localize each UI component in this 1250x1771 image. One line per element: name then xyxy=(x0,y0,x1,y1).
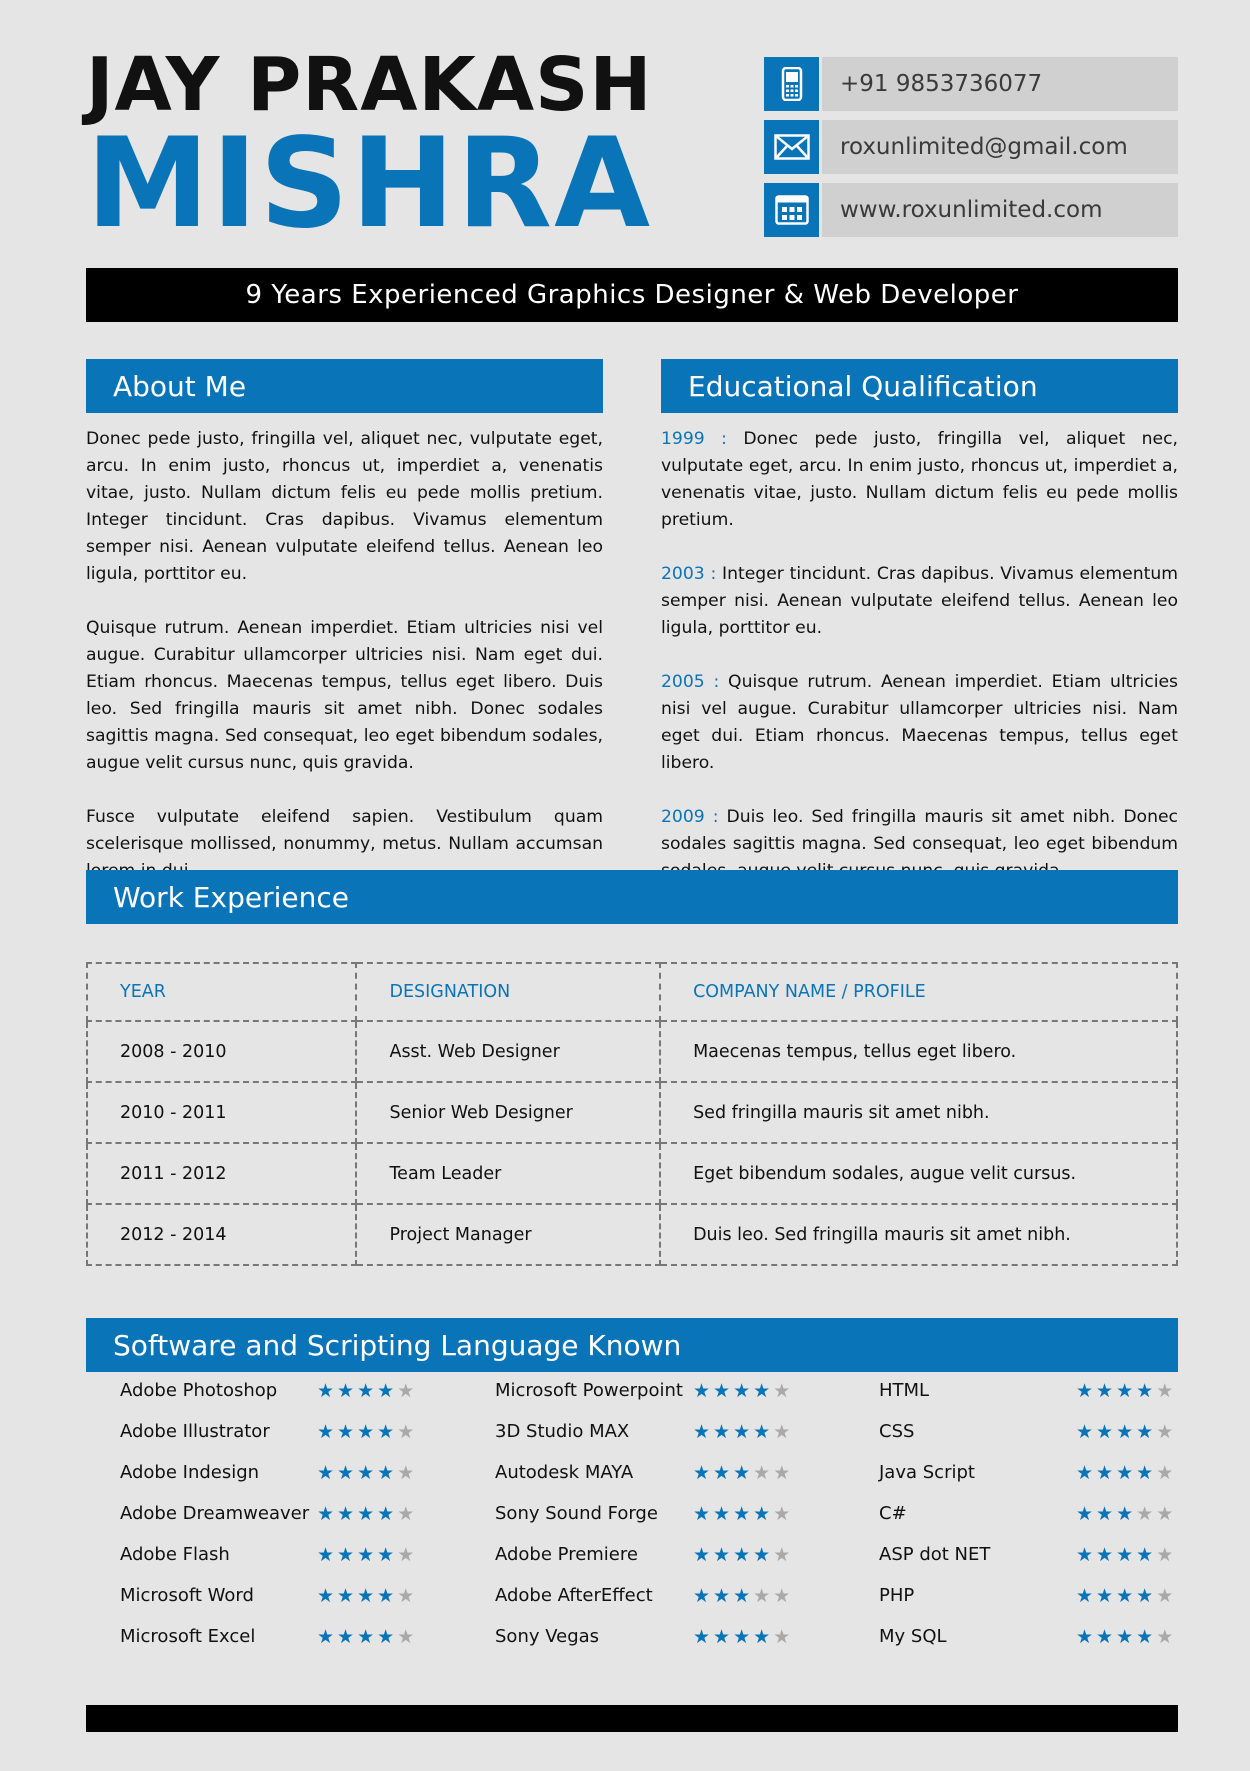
star-icon: ★ xyxy=(773,1462,791,1484)
star-icon: ★ xyxy=(337,1626,355,1648)
star-icon: ★ xyxy=(733,1462,751,1484)
star-icon: ★ xyxy=(733,1585,751,1607)
skill-name: Microsoft Excel xyxy=(120,1626,256,1647)
education-year: 2005 : xyxy=(661,672,720,692)
star-icon: ★ xyxy=(357,1503,375,1525)
star-icon: ★ xyxy=(1116,1544,1134,1566)
star-icon: ★ xyxy=(317,1544,335,1566)
star-icon: ★ xyxy=(337,1585,355,1607)
star-icon: ★ xyxy=(1156,1380,1174,1402)
contact-email xyxy=(764,120,1178,174)
skills-heading: Software and Scripting Language Known xyxy=(86,1318,1178,1372)
star-icon: ★ xyxy=(337,1380,355,1402)
star-icon: ★ xyxy=(693,1503,711,1525)
skill-rating xyxy=(317,1587,417,1606)
cell-year: 2012 - 2014 xyxy=(87,1204,356,1265)
skill-name: Adobe Flash xyxy=(120,1544,230,1565)
skill-rating xyxy=(693,1628,793,1647)
contact-email-text: roxunlimited@gmail.com xyxy=(822,120,1178,174)
star-icon: ★ xyxy=(1076,1462,1094,1484)
work-table xyxy=(86,962,1178,1266)
star-icon: ★ xyxy=(773,1626,791,1648)
about-paragraph: Fusce vulputate eleifend sapien. Vestibulum quam scelerisque mollissed, nonummy, metus. Nullam accumsan xyxy=(86,807,603,854)
skill-rating xyxy=(693,1546,793,1565)
education-detail: Integer tincidunt. Cras dapibus. Vivamus elementum semper nisi. Aenean vulputate eleifend tellus. Aenean leo ligula, porttitor eu. xyxy=(661,564,1178,638)
email-icon xyxy=(764,120,819,174)
star-icon: ★ xyxy=(377,1503,395,1525)
star-icon: ★ xyxy=(733,1626,751,1648)
skill-rating xyxy=(317,1382,417,1401)
skill-name: Microsoft Powerpoint xyxy=(495,1380,683,1401)
star-icon: ★ xyxy=(753,1421,771,1443)
star-icon: ★ xyxy=(1116,1626,1134,1648)
star-icon: ★ xyxy=(337,1462,355,1484)
about-heading: About Me xyxy=(86,359,603,413)
star-icon: ★ xyxy=(1156,1585,1174,1607)
star-icon: ★ xyxy=(693,1585,711,1607)
star-icon: ★ xyxy=(1096,1462,1114,1484)
star-icon: ★ xyxy=(377,1544,395,1566)
star-icon: ★ xyxy=(1076,1421,1094,1443)
star-icon: ★ xyxy=(713,1585,731,1607)
star-icon: ★ xyxy=(1136,1503,1154,1525)
star-icon: ★ xyxy=(317,1421,335,1443)
star-icon: ★ xyxy=(397,1585,415,1607)
star-icon: ★ xyxy=(357,1626,375,1648)
cell-designation: Project Manager xyxy=(356,1204,660,1265)
star-icon: ★ xyxy=(753,1544,771,1566)
star-icon: ★ xyxy=(693,1626,711,1648)
star-icon: ★ xyxy=(1156,1626,1174,1648)
star-icon: ★ xyxy=(1116,1421,1134,1443)
skill-name: C# xyxy=(879,1503,907,1524)
skill-name: HTML xyxy=(879,1380,930,1401)
about-paragraph: Donec pede justo, fringilla vel, aliquet nec, vulputate eget, arcu. In enim justo, rhoncus ut, imperdiet a, venenatis vitae, justo. Nullam dictum felis eu pede mollis pretium. Integer tincidunt. Cras dapibus. Vivamus elementum semper nisi. Aenean vulputate eleifend tellus. Aenean leo ligula, porttitor eu. xyxy=(86,429,603,584)
about-paragraph: Quisque rutrum. Aenean imperdiet. Etiam ultricies nisi vel augue. Curabitur ullamcorper ultricies nisi. Nam eget dui. Etiam rhoncus. Maecenas tempus, tellus eget libero. Duis leo. Sed fringilla mauris sit amet nibh. Donec sodales sagittis magna. Sed consequat, leo eget bibendum sodales, augue velit cursus nunc, quis gravida. xyxy=(86,618,603,773)
star-icon: ★ xyxy=(1096,1544,1114,1566)
star-icon: ★ xyxy=(733,1421,751,1443)
footer-bar xyxy=(86,1705,1178,1732)
star-icon: ★ xyxy=(773,1585,791,1607)
star-icon: ★ xyxy=(1096,1626,1114,1648)
contact-phone-text: +91 9853736077 xyxy=(822,57,1178,111)
skill-name: Sony Sound Forge xyxy=(495,1503,658,1524)
star-icon: ★ xyxy=(1096,1585,1114,1607)
skill-rating xyxy=(1076,1546,1176,1565)
skill-name: Adobe Premiere xyxy=(495,1544,638,1565)
skill-name: 3D Studio MAX xyxy=(495,1421,630,1442)
star-icon: ★ xyxy=(1096,1380,1114,1402)
star-icon: ★ xyxy=(357,1585,375,1607)
table-row xyxy=(87,1204,1177,1265)
star-icon: ★ xyxy=(397,1462,415,1484)
star-icon: ★ xyxy=(1116,1585,1134,1607)
star-icon: ★ xyxy=(713,1626,731,1648)
website-icon xyxy=(764,183,819,237)
star-icon: ★ xyxy=(337,1421,355,1443)
star-icon: ★ xyxy=(1116,1380,1134,1402)
star-icon: ★ xyxy=(773,1503,791,1525)
star-icon: ★ xyxy=(357,1421,375,1443)
star-icon: ★ xyxy=(337,1503,355,1525)
star-icon: ★ xyxy=(357,1462,375,1484)
star-icon: ★ xyxy=(317,1380,335,1402)
skill-rating xyxy=(1076,1628,1176,1647)
star-icon: ★ xyxy=(1156,1544,1174,1566)
education-year: 2003 : xyxy=(661,564,717,584)
skill-rating xyxy=(693,1505,793,1524)
star-icon: ★ xyxy=(753,1380,771,1402)
skill-rating xyxy=(317,1464,417,1483)
cell-year: 2008 - 2010 xyxy=(87,1021,356,1082)
education-entry xyxy=(661,669,1178,777)
star-icon: ★ xyxy=(753,1585,771,1607)
skill-name: Autodesk MAYA xyxy=(495,1462,634,1483)
star-icon: ★ xyxy=(1136,1585,1154,1607)
skill-name: Adobe Dreamweaver xyxy=(120,1503,310,1524)
education-text xyxy=(661,426,1178,912)
star-icon: ★ xyxy=(1136,1626,1154,1648)
star-icon: ★ xyxy=(733,1544,751,1566)
cell-company: Sed fringilla mauris sit amet nibh. xyxy=(660,1082,1177,1143)
table-header-row xyxy=(87,963,1177,1021)
skill-name: PHP xyxy=(879,1585,915,1606)
star-icon: ★ xyxy=(357,1380,375,1402)
work-heading: Work Experience xyxy=(86,870,1178,924)
education-year: 1999 : xyxy=(661,429,727,449)
header-company: COMPANY NAME / PROFILE xyxy=(660,963,1177,1021)
skill-rating xyxy=(317,1546,417,1565)
skill-rating xyxy=(1076,1464,1176,1483)
first-names: JAY PRAKASH xyxy=(86,42,653,128)
phone-icon xyxy=(764,57,819,111)
cell-designation: Asst. Web Designer xyxy=(356,1021,660,1082)
star-icon: ★ xyxy=(1076,1544,1094,1566)
skill-name: Sony Vegas xyxy=(495,1626,600,1647)
star-icon: ★ xyxy=(397,1421,415,1443)
star-icon: ★ xyxy=(377,1380,395,1402)
star-icon: ★ xyxy=(1076,1585,1094,1607)
skill-name: Adobe Photoshop xyxy=(120,1380,278,1401)
star-icon: ★ xyxy=(397,1626,415,1648)
star-icon: ★ xyxy=(1136,1421,1154,1443)
cell-company: Duis leo. Sed fringilla mauris sit amet nibh. xyxy=(660,1204,1177,1265)
star-icon: ★ xyxy=(1116,1503,1134,1525)
header-designation: DESIGNATION xyxy=(356,963,660,1021)
star-icon: ★ xyxy=(773,1421,791,1443)
tagline-bar: 9 Years Experienced Graphics Designer & Web Developer xyxy=(86,268,1178,322)
star-icon: ★ xyxy=(1096,1421,1114,1443)
star-icon: ★ xyxy=(397,1503,415,1525)
star-icon: ★ xyxy=(377,1585,395,1607)
table-row xyxy=(87,1082,1177,1143)
skill-name: CSS xyxy=(879,1421,915,1442)
star-icon: ★ xyxy=(773,1380,791,1402)
star-icon: ★ xyxy=(753,1503,771,1525)
skill-rating xyxy=(693,1382,793,1401)
skill-rating xyxy=(693,1587,793,1606)
star-icon: ★ xyxy=(337,1544,355,1566)
star-icon: ★ xyxy=(713,1462,731,1484)
star-icon: ★ xyxy=(1156,1421,1174,1443)
star-icon: ★ xyxy=(1076,1380,1094,1402)
star-icon: ★ xyxy=(753,1462,771,1484)
skill-rating xyxy=(693,1464,793,1483)
star-icon: ★ xyxy=(1156,1462,1174,1484)
education-heading: Educational Qualification xyxy=(661,359,1178,413)
skill-name: Java Script xyxy=(879,1462,975,1483)
contact-website xyxy=(764,183,1178,237)
cell-designation: Senior Web Designer xyxy=(356,1082,660,1143)
contact-website-text: www.roxunlimited.com xyxy=(822,183,1178,237)
star-icon: ★ xyxy=(713,1503,731,1525)
star-icon: ★ xyxy=(713,1544,731,1566)
star-icon: ★ xyxy=(693,1544,711,1566)
skill-name: ASP dot NET xyxy=(879,1544,991,1565)
skill-name: My SQL xyxy=(879,1626,947,1647)
star-icon: ★ xyxy=(713,1421,731,1443)
star-icon: ★ xyxy=(733,1503,751,1525)
about-text xyxy=(86,426,603,912)
cell-company: Maecenas tempus, tellus eget libero. xyxy=(660,1021,1177,1082)
skill-name: Adobe AfterEffect xyxy=(495,1585,653,1606)
table-row xyxy=(87,1021,1177,1082)
skill-rating xyxy=(1076,1423,1176,1442)
table-row xyxy=(87,1143,1177,1204)
star-icon: ★ xyxy=(317,1585,335,1607)
star-icon: ★ xyxy=(1116,1462,1134,1484)
star-icon: ★ xyxy=(317,1626,335,1648)
education-detail: Duis leo. Sed fringilla mauris sit amet nibh. Donec sodales sagittis magna. Sed consequat, leo eget bibendum xyxy=(661,807,1178,854)
contact-list xyxy=(764,57,1178,246)
star-icon: ★ xyxy=(317,1503,335,1525)
star-icon: ★ xyxy=(1156,1503,1174,1525)
star-icon: ★ xyxy=(1076,1503,1094,1525)
star-icon: ★ xyxy=(377,1626,395,1648)
skill-rating xyxy=(1076,1382,1176,1401)
skill-name: Microsoft Word xyxy=(120,1585,254,1606)
education-entry xyxy=(661,561,1178,642)
education-detail: Quisque rutrum. Aenean imperdiet. Etiam ultricies nisi vel augue. Curabitur ullamcorper ultricies nisi. Nam eget dui. Etiam rhoncus. Maecenas tempus, tellus eget libero. xyxy=(661,672,1179,773)
skill-rating xyxy=(1076,1505,1176,1524)
cell-year: 2011 - 2012 xyxy=(87,1143,356,1204)
star-icon: ★ xyxy=(1136,1544,1154,1566)
last-name: MISHRA xyxy=(86,112,653,256)
cell-designation: Team Leader xyxy=(356,1143,660,1204)
star-icon: ★ xyxy=(1076,1626,1094,1648)
skill-rating xyxy=(317,1628,417,1647)
skill-rating xyxy=(317,1505,417,1524)
education-year: 2009 : xyxy=(661,807,719,827)
skill-name: Adobe Illustrator xyxy=(120,1421,270,1442)
skill-name: Adobe Indesign xyxy=(120,1462,260,1483)
skill-rating xyxy=(1076,1587,1176,1606)
star-icon: ★ xyxy=(733,1380,751,1402)
star-icon: ★ xyxy=(1136,1462,1154,1484)
star-icon: ★ xyxy=(377,1421,395,1443)
star-icon: ★ xyxy=(357,1544,375,1566)
star-icon: ★ xyxy=(397,1380,415,1402)
cell-company: Eget bibendum sodales, augue velit cursus. xyxy=(660,1143,1177,1204)
skill-rating xyxy=(693,1423,793,1442)
star-icon: ★ xyxy=(753,1626,771,1648)
skill-rating xyxy=(317,1423,417,1442)
star-icon: ★ xyxy=(773,1544,791,1566)
education-entry xyxy=(661,426,1178,534)
star-icon: ★ xyxy=(693,1380,711,1402)
contact-phone xyxy=(764,57,1178,111)
star-icon: ★ xyxy=(1136,1380,1154,1402)
cell-year: 2010 - 2011 xyxy=(87,1082,356,1143)
star-icon: ★ xyxy=(693,1462,711,1484)
education-detail: Donec pede justo, fringilla vel, aliquet nec, vulputate eget, arcu. In enim justo, rhoncus ut, imperdiet a, venenatis vitae, justo. Nullam dictum felis eu pede mollis pretium. xyxy=(661,429,1178,530)
star-icon: ★ xyxy=(377,1462,395,1484)
header-year: YEAR xyxy=(87,963,356,1021)
star-icon: ★ xyxy=(397,1544,415,1566)
star-icon: ★ xyxy=(317,1462,335,1484)
star-icon: ★ xyxy=(1096,1503,1114,1525)
star-icon: ★ xyxy=(713,1380,731,1402)
star-icon: ★ xyxy=(693,1421,711,1443)
